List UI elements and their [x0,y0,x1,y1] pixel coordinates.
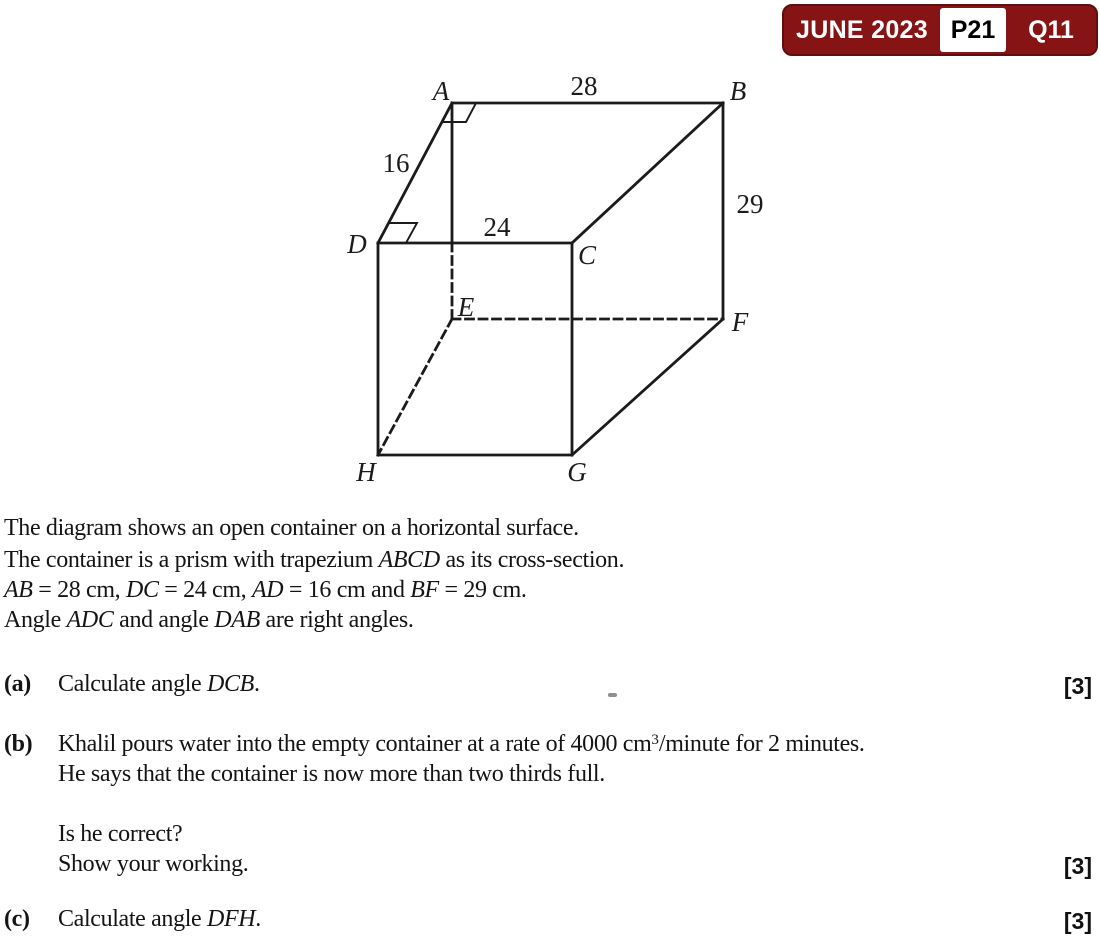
banner-question-label: Q11 [1028,15,1074,44]
part-a-text: Calculate angle DCB. [58,671,260,697]
dim-label-ad: 16 [382,148,410,178]
intro-line-1: The diagram shows an open container on a horizontal surface. [4,515,579,541]
part-c-marks-badge: [3] [1063,908,1092,934]
vertex-label-g: G [567,457,587,487]
edge-eh-hidden [378,319,452,455]
part-c-label: (c) [4,906,30,932]
part-b-working-row [4,849,1097,879]
part-a-label: (a) [4,671,31,697]
vertex-label-f: F [731,307,749,337]
intro-line-4: Angle ADC and angle DAB are right angles. [4,607,414,633]
part-b-label: (b) [4,731,33,757]
dim-label-bf: 29 [736,189,764,219]
edge-bc [572,103,723,243]
vertex-label-e: E [457,292,475,322]
part-b-marks-badge: [3] [1063,853,1092,879]
vertex-label-c: C [577,240,597,270]
banner-session-label: JUNE 2023 [796,15,928,44]
part-b-question-line: Is he correct? [58,821,183,847]
intro-line-3: AB = 28 cm, DC = 24 cm, AD = 16 cm and BF = 29 cm. [4,577,527,603]
intro-line-2: The container is a prism with trapezium ABCD as its cross-section. [4,547,625,573]
part-b-line-1: Khalil pours water into the empty container at a rate of 4000 $cm^3$/minute for 2 minutes. [58,731,865,757]
vertex-label-a: A [432,76,450,106]
vertex-label-d: D [347,229,367,259]
scan-smudge-artifact [608,693,617,697]
part-b-working-text: Show your working. [58,851,249,877]
right-angle-marker-d [389,223,417,243]
edge-gf [572,319,723,455]
part-b-row [4,729,1097,759]
part-a-row [4,669,1097,699]
part-b-line-2: He says that the container is now more than two thirds full. [58,761,605,787]
part-a-marks-badge: [3] [1063,673,1092,699]
dim-label-dc: 24 [483,212,511,242]
part-c-row [4,904,1097,934]
banner-paper-label: P21 [950,15,996,44]
vertex-label-h: H [356,457,376,487]
part-c-text: Calculate angle DFH. [58,906,261,932]
vertex-label-b: B [729,76,747,106]
dim-label-ab: 28 [570,71,598,101]
